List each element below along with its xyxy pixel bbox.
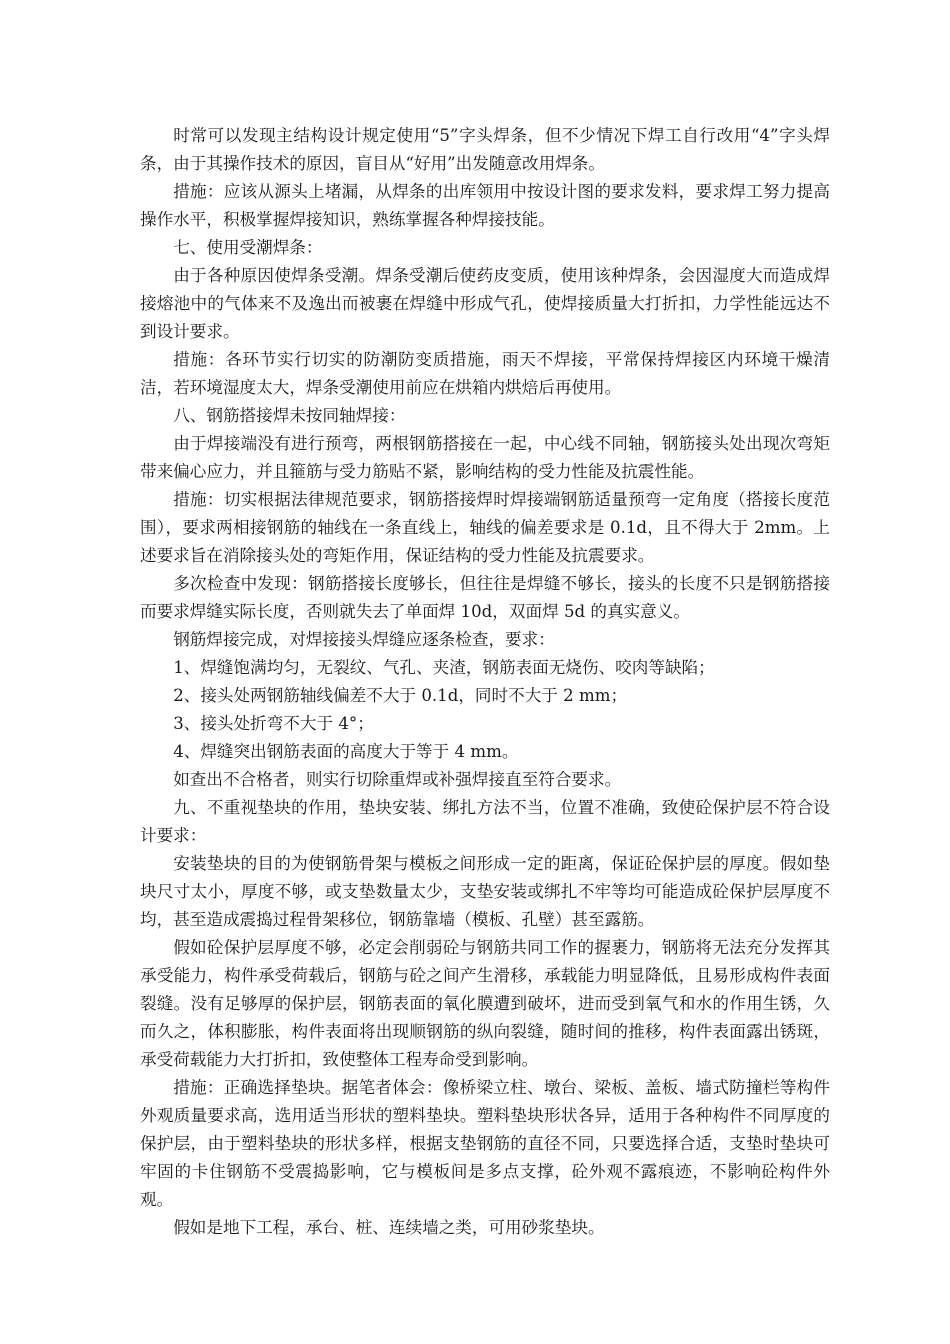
paragraph-measure-prebend: 措施：切实根据法律规范要求，钢筋搭接焊时焊接端钢筋适量预弯一定角度（搭接长度范围），要求两相接钢筋的轴线在一条直线上，轴线的偏差要求是 0.1d，且不得大于 2mm。上述要求旨在消除接头处的弯矩作用，保证结构的受力性能及抗震要求。: [140, 490, 830, 565]
paragraph-lap-weld-cause: 由于焊接端没有进行预弯，两根钢筋搭接在一起，中心线不同轴，钢筋接头处出现次弯矩带来偏心应力，并且箍筋与受力筋贴不紧，影响结构的受力性能及抗震性能。: [140, 434, 830, 481]
list-item-4: 4、焊缝突出钢筋表面的高度大于等于 4 mm。: [173, 742, 519, 761]
paragraph-welding-rod-substitution: 时常可以发现主结构设计规定使用“5”字头焊条，但不少情况下焊工自行改用“4”字头焊条，由于其操作技术的原因，盲目从“好用”出发随意改用焊条。: [140, 126, 830, 173]
section-heading-9: 九、不重视垫块的作用，垫块安装、绑扎方法不当，位置不准确，致使砼保护层不符合设计要求：: [140, 798, 830, 845]
document-body: [140, 122, 830, 1242]
paragraph-measure-damp-proof: 措施：各环节实行切实的防潮防变质措施，雨天不焊接，平常保持焊接区内环境干燥清洁，若环境湿度太大，焊条受潮使用前应在烘箱内烘焙后再使用。: [140, 350, 830, 397]
list-item-2: 2、接头处两钢筋轴线偏差不大于 0.1d，同时不大于 2 mm；: [173, 686, 628, 705]
paragraph-inspection-requirements: 钢筋焊接完成，对焊接接头焊缝应逐条检查，要求：: [173, 630, 555, 649]
list-item-3: 3、接头处折弯不大于 4°；: [173, 714, 374, 733]
paragraph-spacer-purpose: 安装垫块的目的为使钢筋骨架与模板之间形成一定的距离，保证砼保护层的厚度。假如垫块尺寸太小，厚度不够，或支垫数量太少，支垫安装或绑扎不牢等均可能造成砼保护层厚度不均，甚至造成震捣过程骨架移位，钢筋靠墙（模板、孔壁）甚至露筋。: [140, 854, 830, 929]
section-heading-8: 八、钢筋搭接焊未按同轴焊接：: [173, 406, 406, 425]
paragraph-inspection-finding: 多次检查中发现：钢筋搭接长度够长，但往往是焊缝不够长，接头的长度不只是钢筋搭接而要求焊缝实际长度，否则就失去了单面焊 10d，双面焊 5d 的真实意义。: [140, 574, 830, 621]
list-item-1: 1、焊缝饱满均匀，无裂纹、气孔、夹渣，钢筋表面无烧伤、咬肉等缺陷；: [173, 658, 715, 677]
paragraph-mortar-spacer: 假如是地下工程，承台、桩、连续墙之类，可用砂浆垫块。: [173, 1218, 605, 1237]
paragraph-damp-rod-cause: 由于各种原因使焊条受潮。焊条受潮后使药皮变质，使用该种焊条，会因湿度大而造成焊接熔池中的气体来不及逸出而被裹在焊缝中形成气孔，使焊接质量大打折扣，力学性能远达不到设计要求。: [140, 266, 830, 341]
paragraph-measure-rod-issuing: 措施：应该从源头上堵漏，从焊条的出库领用中按设计图的要求发料，要求焊工努力提高操作水平，积极掌握焊接知识，熟练掌握各种焊接技能。: [140, 182, 830, 229]
paragraph-cover-insufficient: 假如砼保护层厚度不够，必定会削弱砼与钢筋共同工作的握裹力，钢筋将无法充分发挥其承受能力，构件承受荷载后，钢筋与砼之间产生滑移，承载能力明显降低，且易形成构件表面裂缝。没有足够厚的保护层，钢筋表面的氧化膜遭到破坏，进而受到氧气和水的作用生锈，久而久之，体积膨胀，构件表面将出现顺钢筋的纵向裂缝，随时间的推移，构件表面露出锈斑，承受荷载能力大打折扣，致使整体工程寿命受到影响。: [140, 938, 830, 1069]
paragraph-measure-spacer: 措施：正确选择垫块。据笔者体会：像桥梁立柱、墩台、梁板、盖板、墙式防撞栏等构件外观质量要求高，选用适当形状的塑料垫块。塑料垫块形状各异，适用于各种构件不同厚度的保护层，由于塑料垫块的形状多样，根据支垫钢筋的直径不同，只要选择合适，支垫时垫块可牢固的卡住钢筋不受震捣影响，它与模板间是多点支撑，砼外观不露痕迹，不影响砼构件外观。: [140, 1078, 830, 1209]
section-heading-7: 七、使用受潮焊条：: [173, 238, 323, 257]
paragraph-rework: 如查出不合格者，则实行切除重焊或补强焊接直至符合要求。: [173, 770, 622, 789]
